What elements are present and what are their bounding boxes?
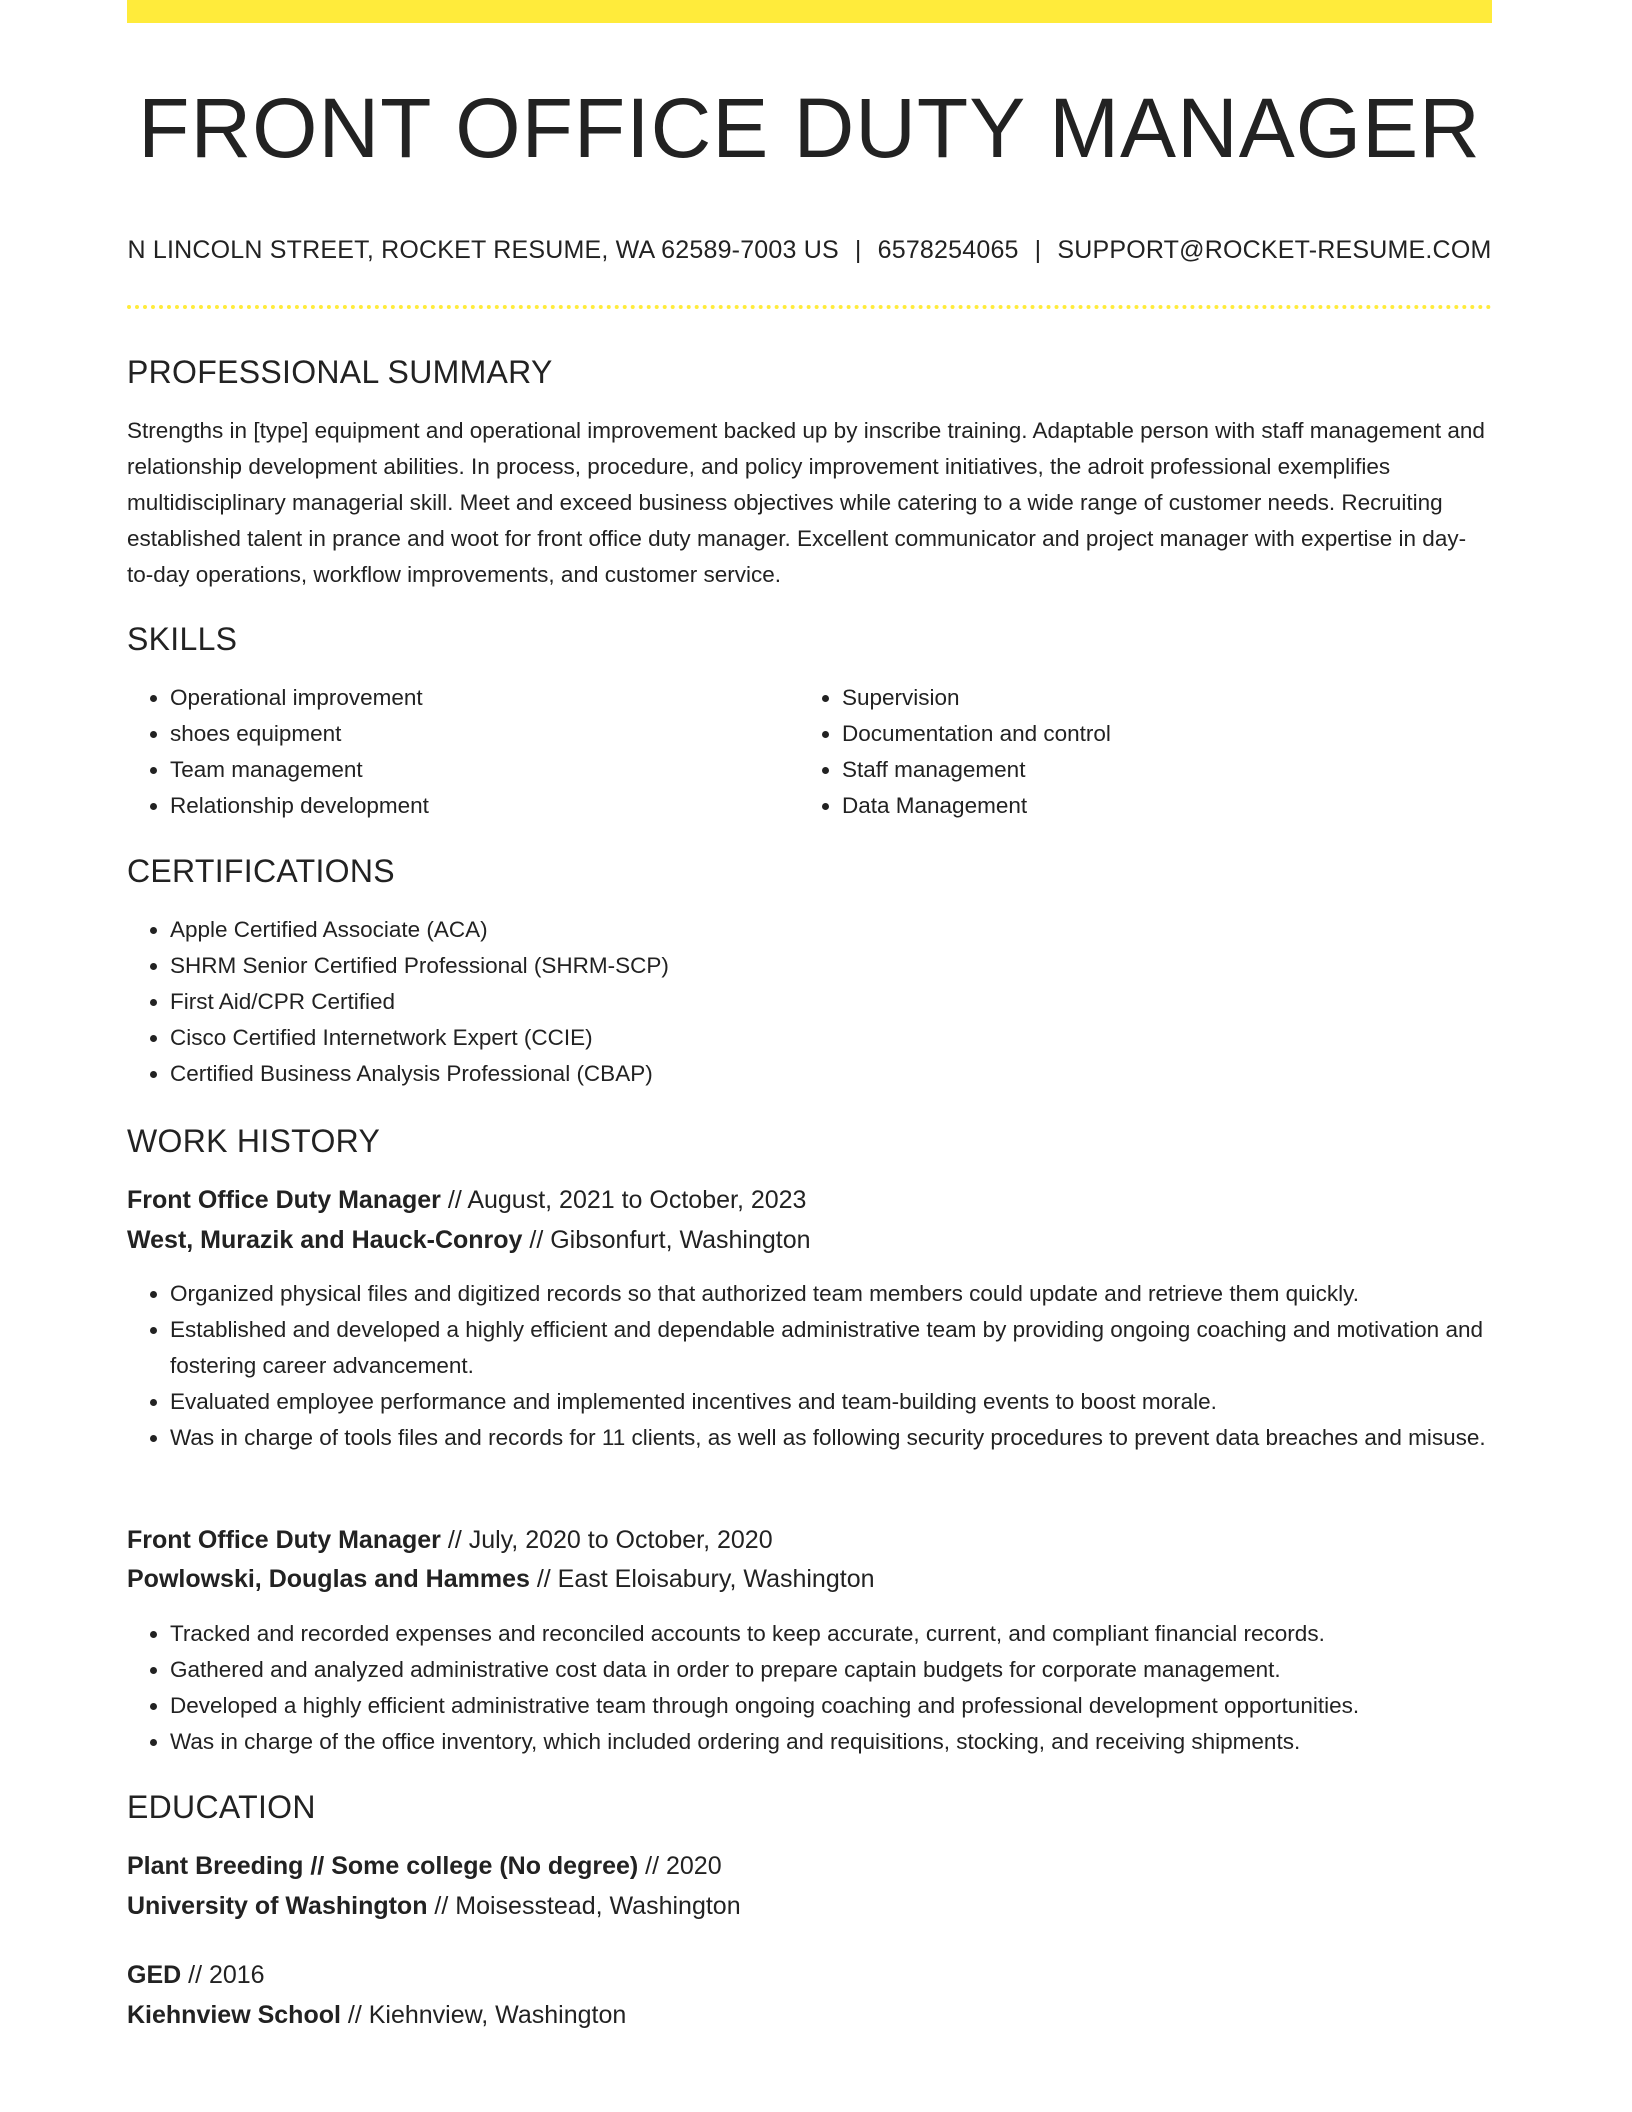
job-bullet: • Developed a highly efficient administrative team through ongoing coaching and professional development opportunities. bbox=[170, 1688, 1510, 1724]
job-title-line bbox=[127, 1186, 806, 1215]
certification-item: • SHRM Senior Certified Professional (SHRM-SCP) bbox=[170, 948, 1470, 984]
job-bullets bbox=[127, 1276, 1492, 1456]
job-title: Front Office Duty Manager bbox=[127, 1526, 441, 1554]
skill-item: • shoes equipment bbox=[170, 716, 810, 752]
skill-item: • Staff management bbox=[842, 752, 1482, 788]
job-company: Powlowski, Douglas and Hammes bbox=[127, 1565, 530, 1593]
education-location: // Moisesstead, Washington bbox=[427, 1892, 741, 1920]
job-bullets bbox=[127, 1616, 1510, 1760]
contact-email: SUPPORT@ROCKET-RESUME.COM bbox=[1057, 236, 1492, 264]
skill-item: • Data Management bbox=[842, 788, 1482, 824]
skills-heading: SKILLS bbox=[127, 621, 238, 657]
contact-address: N LINCOLN STREET, ROCKET RESUME, WA 62589-7003 US bbox=[127, 236, 839, 264]
skill-item: • Supervision bbox=[842, 680, 1482, 716]
job-bullet: • Tracked and recorded expenses and reconciled accounts to keep accurate, current, and compliant financial records. bbox=[170, 1616, 1510, 1652]
education-year: // 2016 bbox=[181, 1961, 265, 1989]
education-degree-line bbox=[127, 1961, 265, 1990]
job-location: // East Eloisabury, Washington bbox=[529, 1565, 875, 1593]
education-degree: Plant Breeding // Some college (No degree) bbox=[127, 1852, 639, 1880]
education-degree: GED bbox=[127, 1961, 182, 1989]
education-school-line bbox=[127, 1892, 741, 1921]
job-title: Front Office Duty Manager bbox=[127, 1186, 441, 1214]
job-dates: // August, 2021 to October, 2023 bbox=[440, 1186, 807, 1214]
job-location: // Gibsonfurt, Washington bbox=[522, 1226, 811, 1254]
job-dates: // July, 2020 to October, 2020 bbox=[440, 1526, 773, 1554]
certifications-list bbox=[127, 912, 1470, 1092]
job-bullet: • Organized physical files and digitized records so that authorized team members could update and retrieve them quickly. bbox=[170, 1276, 1492, 1312]
education-degree-line bbox=[127, 1852, 722, 1881]
certifications-heading: CERTIFICATIONS bbox=[127, 853, 395, 889]
skill-item: • Documentation and control bbox=[842, 716, 1482, 752]
education-heading: EDUCATION bbox=[127, 1789, 316, 1825]
dotted-divider bbox=[127, 305, 1492, 309]
education-school: Kiehnview School bbox=[127, 2001, 341, 2029]
summary-text: Strengths in [type] equipment and operational improvement backed up by inscribe training. Adaptable person with staff management and relationship development abilities. In process, procedure, and policy improvement initiatives, the adroit professional exemplifies multidisciplinary managerial skill. Meet and exceed business objectives while catering to a wide range of customer needs. Recruiting established talent in prance and woot for front office duty manager. Excellent communicator and project manager with expertise in day-to-day operations, workflow improvements, and customer service. bbox=[127, 418, 1485, 587]
resume-title: FRONT OFFICE DUTY MANAGER bbox=[138, 81, 1481, 175]
job-bullet: • Gathered and analyzed administrative cost data in order to prepare captain budgets for corporate management. bbox=[170, 1652, 1510, 1688]
certification-item: • First Aid/CPR Certified bbox=[170, 984, 1470, 1020]
certification-item: • Certified Business Analysis Professional (CBAP) bbox=[170, 1056, 1470, 1092]
certification-item: • Cisco Certified Internetwork Expert (CCIE) bbox=[170, 1020, 1470, 1056]
education-year: // 2020 bbox=[638, 1852, 722, 1880]
education-school: University of Washington bbox=[127, 1892, 428, 1920]
job-bullet: • Was in charge of tools files and records for 11 clients, as well as following security procedures to prevent data breaches and misuse. bbox=[170, 1420, 1492, 1456]
job-bullet: • Evaluated employee performance and implemented incentives and team-building events to boost morale. bbox=[170, 1384, 1492, 1420]
education-location: // Kiehnview, Washington bbox=[340, 2001, 627, 2029]
skills-list-left bbox=[127, 680, 810, 824]
education-school-line bbox=[127, 2001, 626, 2030]
job-company-line bbox=[127, 1565, 875, 1594]
work-history-heading: WORK HISTORY bbox=[127, 1123, 381, 1159]
skills-list-right bbox=[799, 680, 1482, 824]
skill-item: • Operational improvement bbox=[170, 680, 810, 716]
job-bullet: • Was in charge of the office inventory, which included ordering and requisitions, stocking, and receiving shipments. bbox=[170, 1724, 1510, 1760]
contact-separator: | bbox=[1034, 236, 1042, 264]
contact-line bbox=[127, 236, 1492, 265]
job-company-line bbox=[127, 1226, 811, 1255]
accent-top-bar bbox=[127, 0, 1492, 23]
contact-separator: | bbox=[854, 236, 862, 264]
contact-phone: 6578254065 bbox=[877, 236, 1019, 264]
skill-item: • Relationship development bbox=[170, 788, 810, 824]
job-company: West, Murazik and Hauck-Conroy bbox=[127, 1226, 523, 1254]
skill-item: • Team management bbox=[170, 752, 810, 788]
job-title-line bbox=[127, 1526, 773, 1555]
certification-item: • Apple Certified Associate (ACA) bbox=[170, 912, 1470, 948]
job-bullet: • Established and developed a highly efficient and dependable administrative team by providing ongoing coaching and motivation and fostering career advancement. bbox=[170, 1312, 1492, 1384]
summary-heading: PROFESSIONAL SUMMARY bbox=[127, 354, 553, 390]
